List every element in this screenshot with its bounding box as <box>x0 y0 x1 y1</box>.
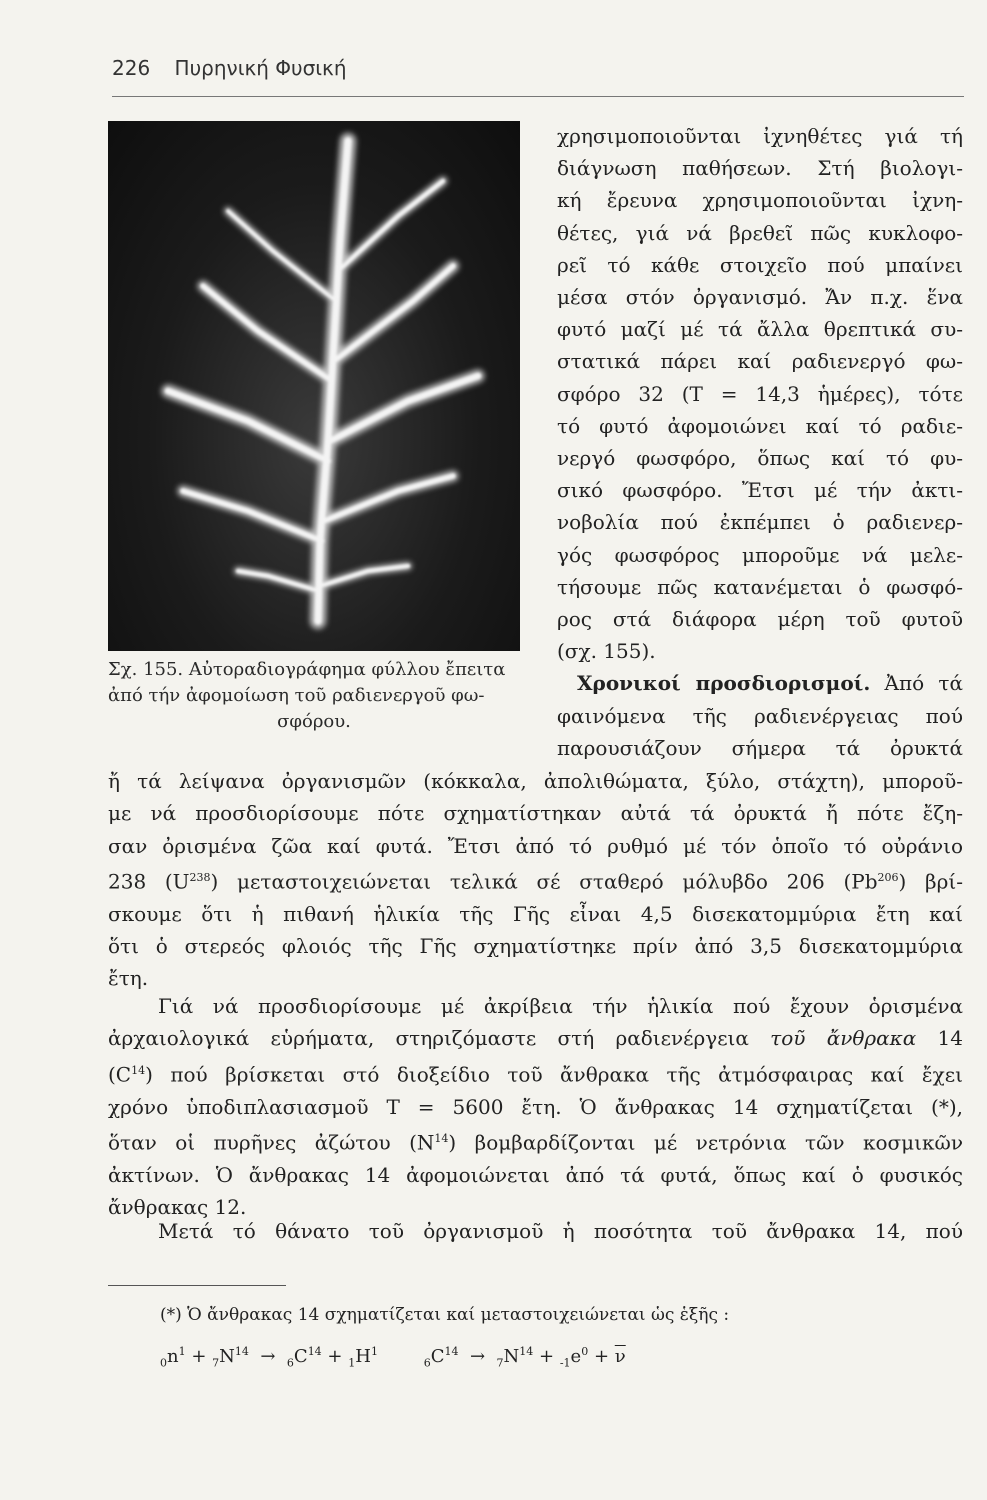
text-line: φυτό μαζί μέ τά ἄλλα θρεπτικά συ- <box>557 317 963 342</box>
superscript: 238 <box>189 870 211 884</box>
right-column-text <box>557 120 963 764</box>
text-fragment: ἀρχαιολογικά εὑρήματα, στηριζόμαστε στή ραδιενέργεια <box>108 1026 771 1051</box>
text-fragment: (C <box>108 1062 132 1087</box>
caption-line: Σχ. 155. Αὐτοραδιογράφημα φύλλου ἔπειτα <box>108 659 506 680</box>
text-fragment: ) βρί- <box>898 869 963 894</box>
autoradiograph-image <box>108 121 520 651</box>
text-line: ρεῖ τό κάθε στοιχεῖο πού μπαίνει <box>557 252 963 277</box>
text-fragment: ) πού βρίσκεται στό διοξείδιο τοῦ ἄνθρακα τῆς ἀτμόσφαιρας καί ἔχει <box>145 1062 963 1087</box>
superscript: 14 <box>131 1063 146 1077</box>
caption-line: ἀπό τήν ἀφομοίωση τοῦ ραδιενεργοῦ φω- <box>108 685 485 706</box>
text-line <box>108 1055 963 1091</box>
text-line: τό φυτό ἀφομοιώνει καί τό ραδιε- <box>557 413 963 438</box>
text-line: Γιά νά προσδιορίσουμε μέ ἀκρίβεια τήν ἡλικία πού ἔχουν ὁρισμένα <box>158 994 963 1018</box>
text-line: σφόρο 32 (T = 14,3 ἡμέρες), τότε <box>557 381 963 406</box>
footnote: (*) Ὁ ἄνθρακας 14 σχηματίζεται καί μεταστοιχειώνεται ὡς ἑξῆς : <box>160 1305 730 1325</box>
text-line: διάγνωση παθήσεων. Στή βιολογι- <box>557 156 963 181</box>
text-line: παρουσιάζουν σήμερα τά ὀρυκτά <box>557 735 963 760</box>
text-line: ἄνθρακας 12. <box>108 1195 247 1220</box>
text-line: χρόνο ὑποδιπλασιασμοῦ T = 5600 ἔτη. Ὁ ἄνθρακας 14 σχηματίζεται (*), <box>108 1094 963 1119</box>
text-fragment: ὅταν οἱ πυρῆνες ἀζώτου (N <box>108 1130 435 1155</box>
section-heading: Χρονικοί προσδιορισμοί. <box>577 671 871 696</box>
text-line: ἀκτίνων. Ὁ ἄνθρακας 14 ἀφομοιώνεται ἀπό τά φυτά, ὅπως καί ὁ φυσικός <box>108 1162 963 1187</box>
text-fragment: ) μεταστοιχειώνεται τελικά σέ σταθερό μόλυβδο 206 (Pb <box>210 869 878 894</box>
running-title: Πυρηνική Φυσική <box>174 56 347 80</box>
text-line: φαινόμενα τῆς ραδιενέργειας πού <box>557 703 963 728</box>
text-fragment: 238 (U <box>108 869 190 894</box>
page-header <box>112 56 347 80</box>
paragraph-3 <box>108 1215 963 1247</box>
text-line: με νά προσδιορίσουμε πότε σχηματίστηκαν αὐτά τά ὀρυκτά ἤ πότε ἔζη- <box>108 801 963 826</box>
section-start-line <box>557 667 963 699</box>
superscript: 14 <box>434 1131 449 1145</box>
caption-line: σφόρου. <box>277 711 351 732</box>
text-line: μέσα στόν ὀργανισμό. Ἄν π.χ. ἕνα <box>557 285 963 310</box>
text-line: Μετά τό θάνατο τοῦ ὀργανισμοῦ ἡ ποσότητα τοῦ ἄνθρακα 14, πού <box>158 1219 963 1243</box>
figure-caption <box>108 657 520 735</box>
text-line: (σχ. 155). <box>557 639 656 664</box>
text-line: ἤ τά λείψανα ὀργανισμῶν (κόκκαλα, ἀπολιθώματα, ξύλο, στάχτη), μποροῦ- <box>108 769 963 793</box>
text-line: νεργό φωσφόρο, ὅπως καί τό φυ- <box>557 446 963 471</box>
text-line: σκουμε ὅτι ἡ πιθανή ἡλικία τῆς Γῆς εἶναι 4,5 δισεκατομμύρια ἔτη καί <box>108 901 963 926</box>
header-rule <box>112 96 964 97</box>
text-line <box>108 1123 963 1159</box>
text-line: κή ἔρευνα χρησιμοποιοῦνται ἰχνη- <box>557 188 963 213</box>
page-number: 226 <box>112 56 151 80</box>
text-line: σαν ὀρισμένα ζῶα καί φυτά. Ἔτσι ἀπό τό ρυθμό μέ τόν ὁποῖο τό οὐράνιο <box>108 833 963 858</box>
text-line <box>108 1022 963 1054</box>
text-line: Ἀπό τά <box>884 671 963 696</box>
text-line <box>108 862 963 898</box>
paragraph-2 <box>108 990 963 1223</box>
text-fragment: 14 <box>916 1026 963 1051</box>
italic-term: τοῦ ἄνθρακα <box>770 1026 917 1051</box>
footnote-rule <box>108 1285 286 1286</box>
paragraph-1 <box>108 765 963 995</box>
superscript: 206 <box>877 870 899 884</box>
text-line: ἔτη. <box>108 966 149 991</box>
text-line: στατικά πάρει καί ραδιενεργό φω- <box>557 349 963 374</box>
text-fragment: ) βομβαρδίζονται μέ νετρόνια τῶν κοσμικῶν <box>448 1130 963 1155</box>
text-line: θέτες, γιά νά βρεθεῖ πῶς κυκλοφο- <box>557 220 963 245</box>
text-line: νοβολία πού ἐκπέμπει ὁ ραδιενερ- <box>557 510 963 535</box>
text-line: ὅτι ὁ στερεός φλοιός τῆς Γῆς σχηματίστηκε πρίν ἀπό 3,5 δισεκατομμύρια <box>108 934 963 959</box>
text-line: γός φωσφόρος μποροῦμε νά μελε- <box>557 542 963 567</box>
text-line: ρος στά διάφορα μέρη τοῦ φυτοῦ <box>557 607 963 632</box>
nuclear-equation: $_0n^1 + _7N^{14} \to _6C^{14} + _1H^1$ $_6C^{14} \to _7N^{14} + _{-1}e^0 + \overline{\nu}$ <box>160 1345 626 1370</box>
text-line: τήσουμε πῶς κατανέμεται ὁ φωσφό- <box>557 574 963 599</box>
text-line: χρησιμοποιοῦνται ἰχνηθέτες γιά τή <box>557 124 963 148</box>
text-line: σικό φωσφόρο. Ἔτσι μέ τήν ἀκτι- <box>557 478 963 503</box>
